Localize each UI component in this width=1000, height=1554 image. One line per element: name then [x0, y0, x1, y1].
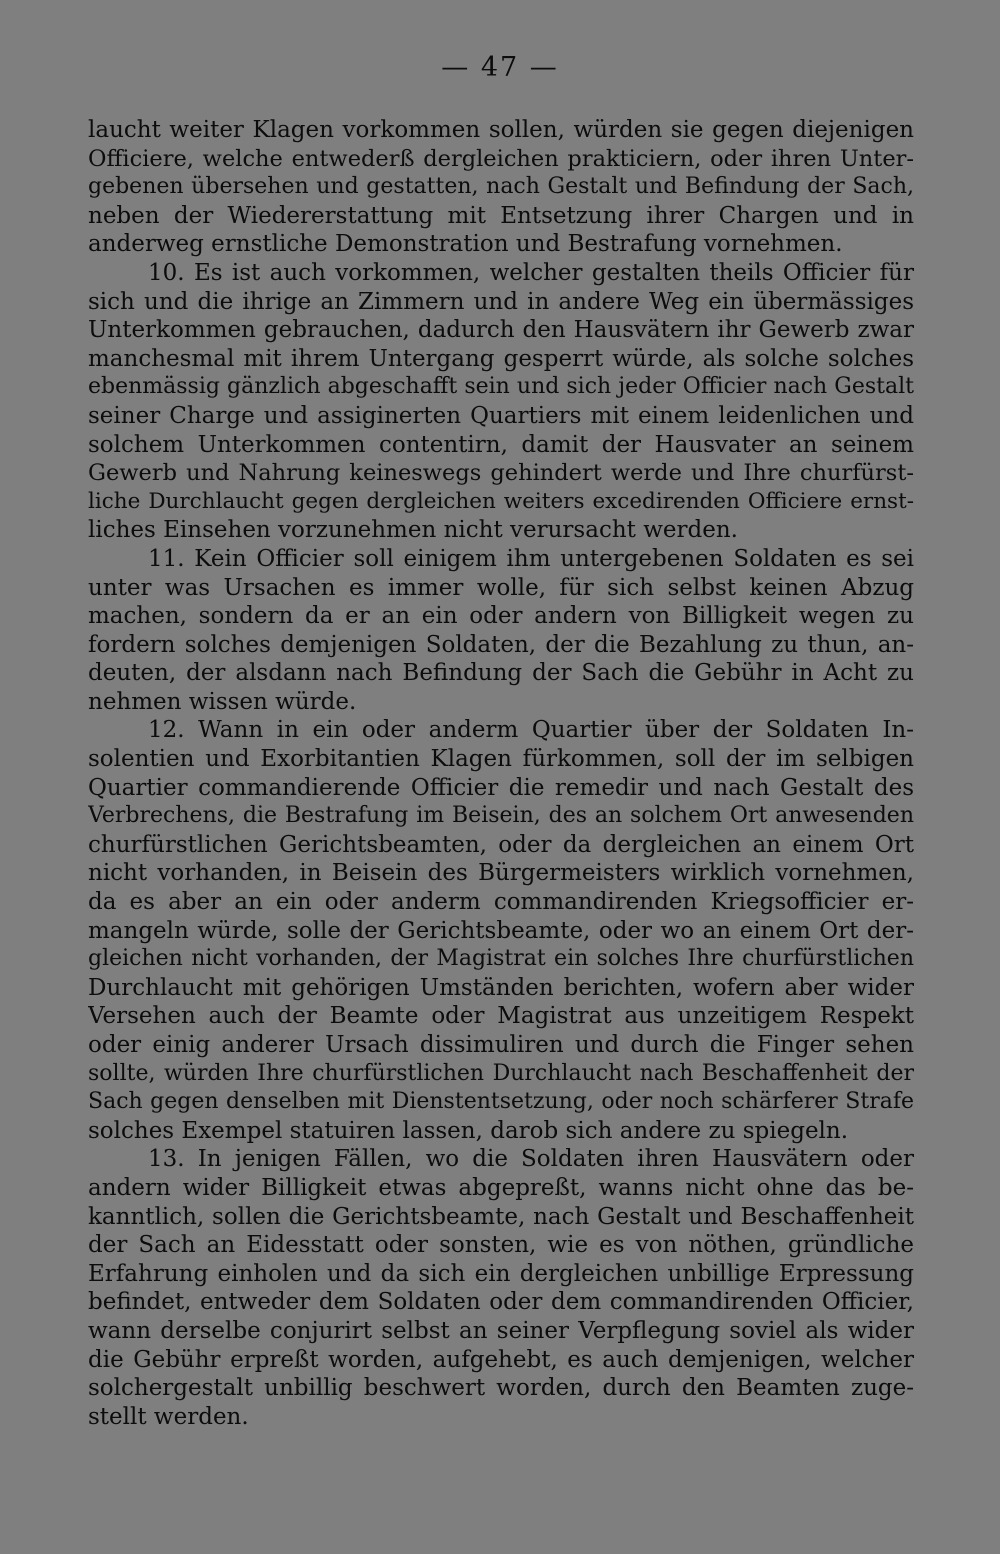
text-line: Unterkommen gebrauchen, dadurch den Hausvätern ihr Gewerb zwar: [88, 317, 914, 344]
text-line: solchem Unterkommen contentirn, damit der Hausvater an seinem: [88, 431, 914, 458]
text-line: 12. Wann in ein oder anderm Quartier über der Soldaten In-: [148, 717, 914, 744]
text-line: liches Einsehen vorzunehmen nicht verursacht werden.: [88, 517, 738, 544]
text-line: liche Durchlaucht gegen dergleichen weiters excedirenden Officiere ernst-: [88, 488, 914, 514]
text-line: gebenen übersehen und gestatten, nach Gestalt und Befindung der Sach,: [88, 174, 914, 200]
text-line: andern wider Billigkeit etwas abgepreßt, wanns nicht ohne das be-: [88, 1174, 914, 1201]
text-line: 13. In jenigen Fällen, wo die Soldaten ihren Hausvätern oder: [148, 1146, 914, 1173]
text-line: gleichen nicht vorhanden, der Magistrat ein solches Ihre churfürstlichen: [88, 946, 914, 972]
text-line: da es aber an ein oder anderm commandirenden Kriegsofficier er-: [88, 889, 914, 916]
text-line: 11. Kein Officier soll einigem ihm untergebenen Soldaten es sei: [148, 545, 914, 572]
text-line: unter was Ursachen es immer wolle, für sich selbst keinen Abzug: [88, 574, 914, 601]
text-line: befindet, entweder dem Soldaten oder dem commandirenden Officier,: [88, 1289, 914, 1316]
text-line: Quartier commandierende Officier die remedir und nach Gestalt des: [88, 774, 914, 801]
text-line: churfürstlichen Gerichtsbeamten, oder da dergleichen an einem Ort: [88, 831, 914, 858]
text-line: Officiere, welche entwederß dergleichen prakticiern, oder ihren Unter-: [88, 145, 914, 172]
text-line: laucht weiter Klagen vorkommen sollen, würden sie gegen diejenigen: [88, 117, 914, 143]
text-line: Versehen auch der Beamte oder Magistrat aus unzeitigem Respekt: [88, 1003, 914, 1030]
text-line: Sach gegen denselben mit Dienstentsetzung, oder noch schärferer Strafe: [88, 1089, 914, 1115]
text-line: anderweg ernstliche Demonstration und Bestrafung vornehmen.: [88, 231, 843, 258]
text-line: sich und die ihrige an Zimmern und in andere Weg ein übermässiges: [88, 288, 914, 315]
body-text: [88, 116, 914, 1431]
text-line: Gewerb und Nahrung keineswegs gehindert werde und Ihre churfürst-: [88, 460, 914, 487]
text-line: manchesmal mit ihrem Untergang gesperrt würde, als solche solches: [88, 345, 914, 372]
text-line: stellt werden.: [88, 1403, 249, 1430]
text-line: machen, sondern da er an ein oder andern von Billigkeit wegen zu: [88, 603, 914, 630]
text-line: wann derselbe conjurirt selbst an seiner Verpflegung soviel als wider: [88, 1317, 914, 1344]
text-line: neben der Wiedererstattung mit Entsetzung ihrer Chargen und in: [88, 202, 914, 229]
page-number: — 47 —: [441, 52, 559, 83]
text-line: 10. Es ist auch vorkommen, welcher gestalten theils Officier für: [148, 259, 914, 286]
text-line: mangeln würde, solle der Gerichtsbeamte, oder wo an einem Ort der-: [88, 917, 914, 944]
text-line: der Sach an Eidesstatt oder sonsten, wie es von nöthen, gründliche: [88, 1232, 914, 1259]
text-line: kanntlich, sollen die Gerichtsbeamte, nach Gestalt und Beschaffenheit: [88, 1203, 914, 1230]
text-line: solchergestalt unbillig beschwert worden, durch den Beamten zuge-: [88, 1375, 914, 1402]
text-line: seiner Charge und assiginerten Quartiers mit einem leidenlichen und: [88, 402, 914, 429]
text-line: nehmen wissen würde.: [88, 688, 357, 715]
text-line: nicht vorhanden, in Beisein des Bürgermeisters wirklich vornehmen,: [88, 860, 914, 887]
text-line: oder einig anderer Ursach dissimuliren und durch die Finger sehen: [88, 1032, 914, 1058]
text-line: sollte, würden Ihre churfürstlichen Durchlaucht nach Beschaffenheit der: [88, 1060, 914, 1086]
text-line: solches Exempel statuiren lassen, darob sich andere zu spiegeln.: [88, 1117, 849, 1144]
text-line: ebenmässig gänzlich abgeschafft sein und sich jeder Officier nach Gestalt: [88, 374, 914, 400]
text-line: die Gebühr erpreßt worden, aufgehebt, es auch demjenigen, welcher: [88, 1346, 914, 1373]
text-line: Verbrechens, die Bestrafung im Beisein, des an solchem Ort anwesenden: [88, 803, 914, 829]
text-line: fordern solches demjenigen Soldaten, der die Bezahlung zu thun, an-: [88, 631, 914, 658]
text-line: Erfahrung einholen und da sich ein dergleichen unbillige Erpressung: [88, 1260, 914, 1287]
text-line: deuten, der alsdann nach Befindung der Sach die Gebühr in Acht zu: [88, 660, 914, 687]
text-line: Durchlaucht mit gehörigen Umständen berichten, wofern aber wider: [88, 974, 914, 1001]
text-line: solentien und Exorbitantien Klagen fürkommen, soll der im selbigen: [88, 746, 914, 773]
